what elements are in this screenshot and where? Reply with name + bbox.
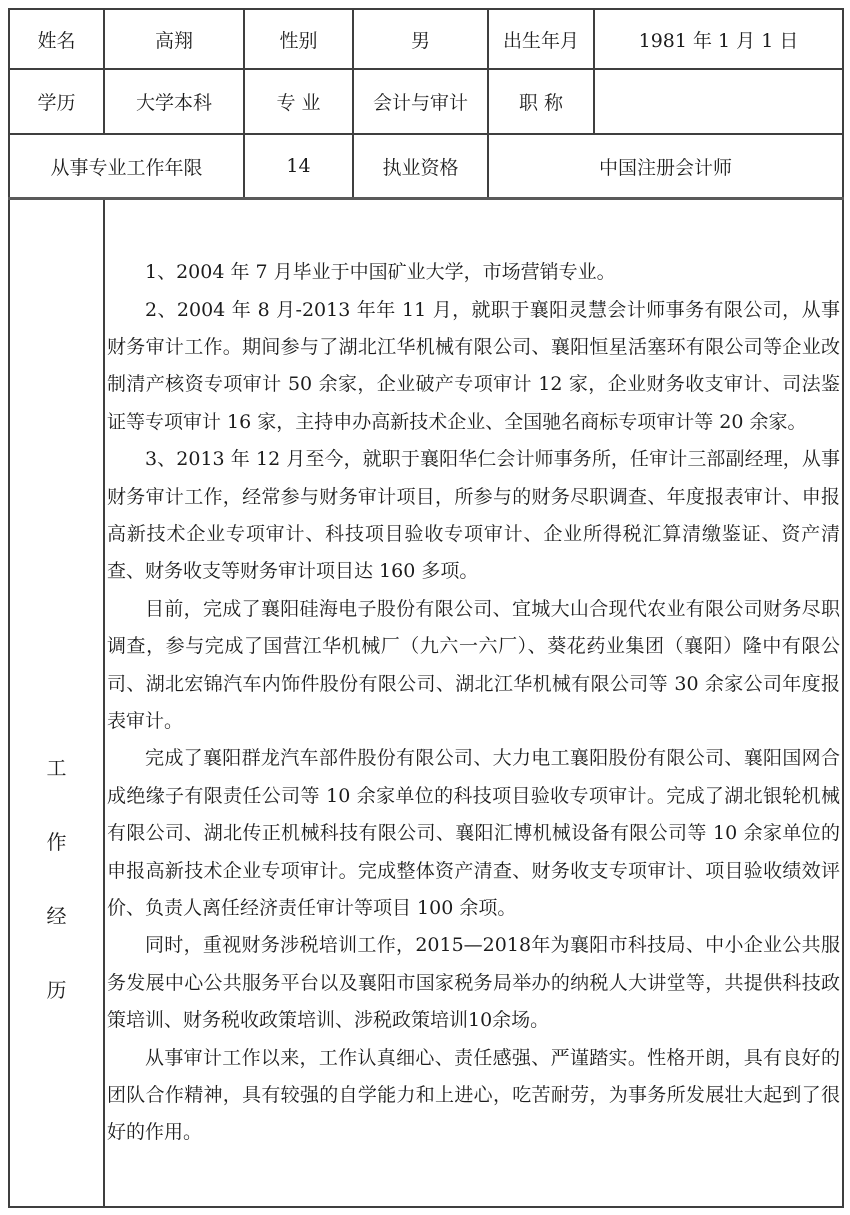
education-label: 学历 bbox=[9, 69, 104, 134]
name-value: 高翔 bbox=[104, 9, 244, 69]
work-paragraph-7: 从事审计工作以来，工作认真细心、责任感强、严谨踏实。性格开朗，具有良好的团队合作精神，具有较强的自学能力和上进心，吃苦耐劳，为事务所发展壮大起到了很好的作用。 bbox=[107, 1046, 840, 1144]
major-value: 会计与审计 bbox=[353, 69, 488, 134]
birthdate-label: 出生年月 bbox=[488, 9, 594, 69]
work-label-char-3: 经 bbox=[46, 903, 67, 928]
job-title-value bbox=[594, 69, 843, 134]
work-label-char-4: 历 bbox=[46, 977, 67, 1002]
work-paragraph-6: 同时，重视财务涉税培训工作，2015—2018年为襄阳市科技局、中小企业公共服务发展中心公共服务平台以及襄阳市国家税务局举办的纳税人大讲堂等，共提供科技政策培训、财务税收政策培训、涉税政策培训10余场。 bbox=[107, 934, 840, 1032]
work-history-label-cell bbox=[9, 199, 104, 1208]
birthdate-value: 1981 年 1 月 1 日 bbox=[594, 9, 843, 69]
work-history-vertical-label bbox=[12, 404, 101, 1003]
work-label-char-2: 作 bbox=[46, 829, 67, 854]
work-paragraph-5: 完成了襄阳群龙汽车部件股份有限公司、大力电工襄阳股份有限公司、襄阳国网合成绝缘子有限责任公司等 10 余家单位的科技项目验收专项审计。完成了湖北银轮机械有限公司、湖北传正机械科技有限公司、襄阳汇博机械设备有限公司等 10 余家单位的申报高新技术企业专项审计。完成整体资产清查、财务收支专项审计、项目验收绩效评价、负责人离任经济责任审计等项目 100 余项。 bbox=[107, 747, 840, 920]
education-value: 大学本科 bbox=[104, 69, 244, 134]
resume-table bbox=[8, 8, 844, 1208]
name-label: 姓名 bbox=[9, 9, 104, 69]
work-paragraph-4: 目前，完成了襄阳硅海电子股份有限公司、宜城大山合现代农业有限公司财务尽职调查，参与完成了国营江华机械厂（九六一六厂）、葵花药业集团（襄阳）隆中有限公司、湖北宏锦汽车内饰件股份有限公司、湖北江华机械有限公司等 30 余家公司年度报表审计。 bbox=[107, 597, 840, 732]
qualification-value: 中国注册会计师 bbox=[488, 134, 843, 199]
work-history-content-cell bbox=[104, 199, 843, 1208]
major-label: 专 业 bbox=[244, 69, 353, 134]
job-title-label: 职 称 bbox=[488, 69, 594, 134]
work-paragraph-2: 2、2004 年 8 月-2013 年年 11 月，就职于襄阳灵慧会计师事务有限公司，从事财务审计工作。期间参与了湖北江华机械有限公司、襄阳恒星活塞环有限公司等企业改制清产核资专项审计 50 余家，企业破产专项审计 12 家，企业财务收支审计、司法鉴证等专项审计 16 家，主持申办高新技术企业、全国驰名商标专项审计等 20 余家。 bbox=[107, 298, 840, 433]
work-paragraph-1: 1、2004 年 7 月毕业于中国矿业大学，市场营销专业。 bbox=[145, 261, 616, 284]
work-years-label: 从事专业工作年限 bbox=[9, 134, 244, 199]
row-experience-years bbox=[9, 134, 843, 199]
gender-value: 男 bbox=[353, 9, 488, 69]
work-paragraph-3: 3、2013 年 12 月至今，就职于襄阳华仁会计师事务所，任审计三部副经理，从事财务审计工作，经常参与财务审计项目，所参与的财务尽职调查、年度报表审计、申报高新技术企业专项审计、科技项目验收专项审计、企业所得税汇算清缴鉴证、资产清查、财务收支等财务审计项目达 160 多项。 bbox=[107, 448, 840, 583]
gender-label: 性别 bbox=[244, 9, 353, 69]
work-label-char-1: 工 bbox=[46, 755, 67, 780]
row-work-history bbox=[9, 199, 843, 1208]
row-education bbox=[9, 69, 843, 134]
row-personal-basic bbox=[9, 9, 843, 69]
work-years-value: 14 bbox=[244, 134, 353, 199]
qualification-label: 执业资格 bbox=[353, 134, 488, 199]
